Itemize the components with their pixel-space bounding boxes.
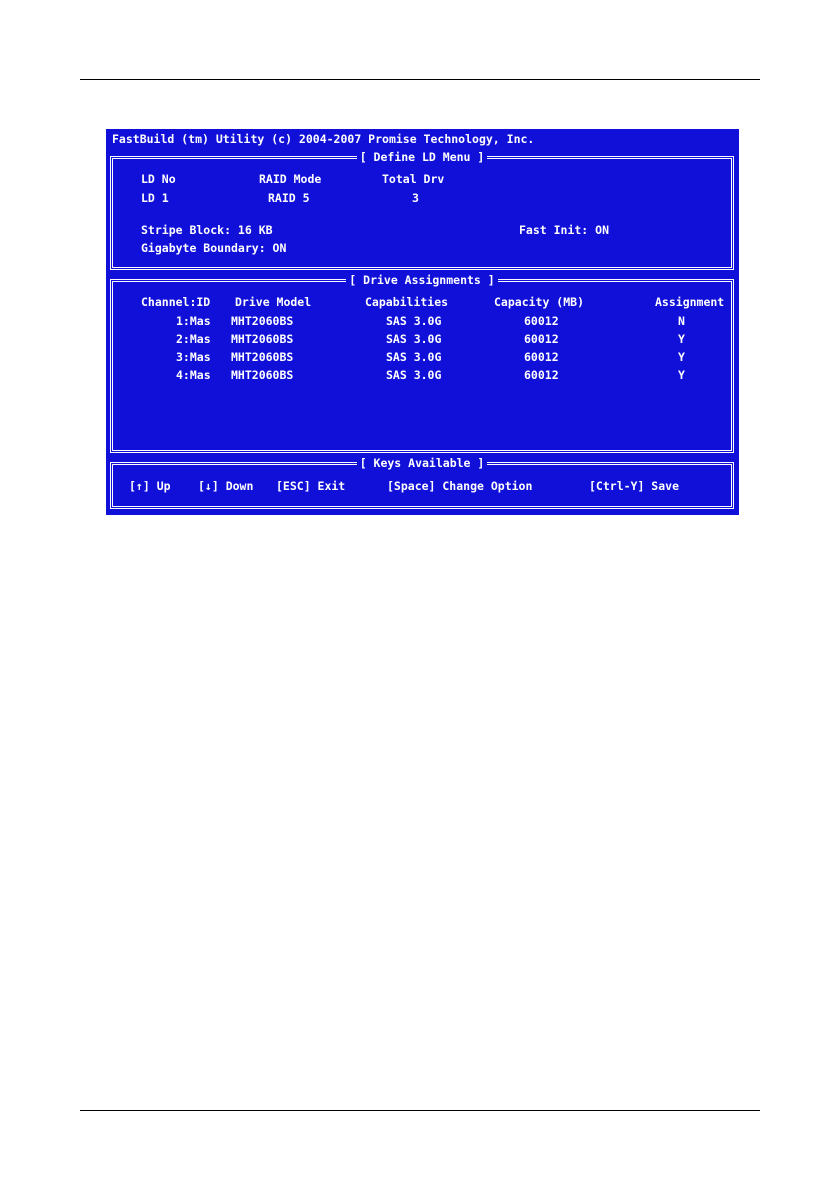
drive-row-capabilities: SAS 3.0G bbox=[386, 350, 442, 364]
drive-row-capacity: 60012 bbox=[524, 314, 559, 328]
drive-assignments-panel bbox=[110, 273, 734, 453]
ld-no-label: LD No bbox=[141, 172, 176, 186]
stripe-block-field[interactable]: Stripe Block: 16 KB bbox=[141, 223, 273, 237]
column-header-assignment: Assignment bbox=[655, 295, 725, 309]
raid-mode-label: RAID Mode bbox=[259, 172, 322, 186]
key-save-hint[interactable]: [Ctrl-Y] Save bbox=[589, 479, 680, 493]
drive-row-assignment[interactable]: Y bbox=[678, 368, 685, 382]
gigabyte-boundary-field[interactable]: Gigabyte Boundary: ON bbox=[141, 241, 287, 255]
fast-init-field[interactable]: Fast Init: ON bbox=[519, 223, 610, 237]
drive-row-model: MHT2060BS bbox=[231, 350, 294, 364]
drive-row-capabilities: SAS 3.0G bbox=[386, 332, 442, 346]
drive-row-channel: 4:Mas bbox=[176, 368, 211, 382]
key-up-hint[interactable]: [↑] Up bbox=[129, 479, 171, 493]
drive-row-channel: 3:Mas bbox=[176, 350, 211, 364]
drive-row-capabilities: SAS 3.0G bbox=[386, 314, 442, 328]
drive-row-capacity: 60012 bbox=[524, 368, 559, 382]
define-ld-panel bbox=[110, 150, 734, 270]
key-change-option-hint[interactable]: [Space] Change Option bbox=[387, 479, 533, 493]
column-header-channel-id: Channel:ID bbox=[141, 295, 211, 309]
total-drv-label: Total Drv bbox=[382, 172, 445, 186]
column-header-capacity: Capacity (MB) bbox=[494, 295, 585, 309]
drive-row-capacity: 60012 bbox=[524, 332, 559, 346]
bios-screen bbox=[106, 129, 739, 515]
drive-row-channel: 2:Mas bbox=[176, 332, 211, 346]
page-header-rule bbox=[80, 79, 760, 80]
drive-row-capabilities: SAS 3.0G bbox=[386, 368, 442, 382]
define-ld-title: [ Define LD Menu ] bbox=[357, 150, 488, 164]
drive-assignments-title: [ Drive Assignments ] bbox=[346, 273, 497, 287]
keys-available-title: [ Keys Available ] bbox=[357, 456, 488, 470]
drive-row-model: MHT2060BS bbox=[231, 368, 294, 382]
drive-row-channel: 1:Mas bbox=[176, 314, 211, 328]
drive-row-assignment[interactable]: Y bbox=[678, 332, 685, 346]
drive-row-model: MHT2060BS bbox=[231, 314, 294, 328]
page-footer-rule bbox=[80, 1110, 760, 1111]
raid-mode-field[interactable]: RAID 5 bbox=[268, 191, 310, 205]
drive-row-model: MHT2060BS bbox=[231, 332, 294, 346]
key-exit-hint[interactable]: [ESC] Exit bbox=[276, 479, 346, 493]
drive-row-assignment[interactable]: N bbox=[678, 314, 685, 328]
ld-no-value: LD 1 bbox=[141, 191, 169, 205]
column-header-capabilities: Capabilities bbox=[365, 295, 449, 309]
keys-available-panel bbox=[110, 456, 734, 509]
column-header-drive-model: Drive Model bbox=[235, 295, 312, 309]
key-down-hint[interactable]: [↓] Down bbox=[198, 479, 254, 493]
utility-title-bar: FastBuild (tm) Utility (c) 2004-2007 Promise Technology, Inc. bbox=[112, 132, 535, 146]
drive-row-capacity: 60012 bbox=[524, 350, 559, 364]
drive-row-assignment[interactable]: Y bbox=[678, 350, 685, 364]
total-drv-value: 3 bbox=[412, 191, 419, 205]
